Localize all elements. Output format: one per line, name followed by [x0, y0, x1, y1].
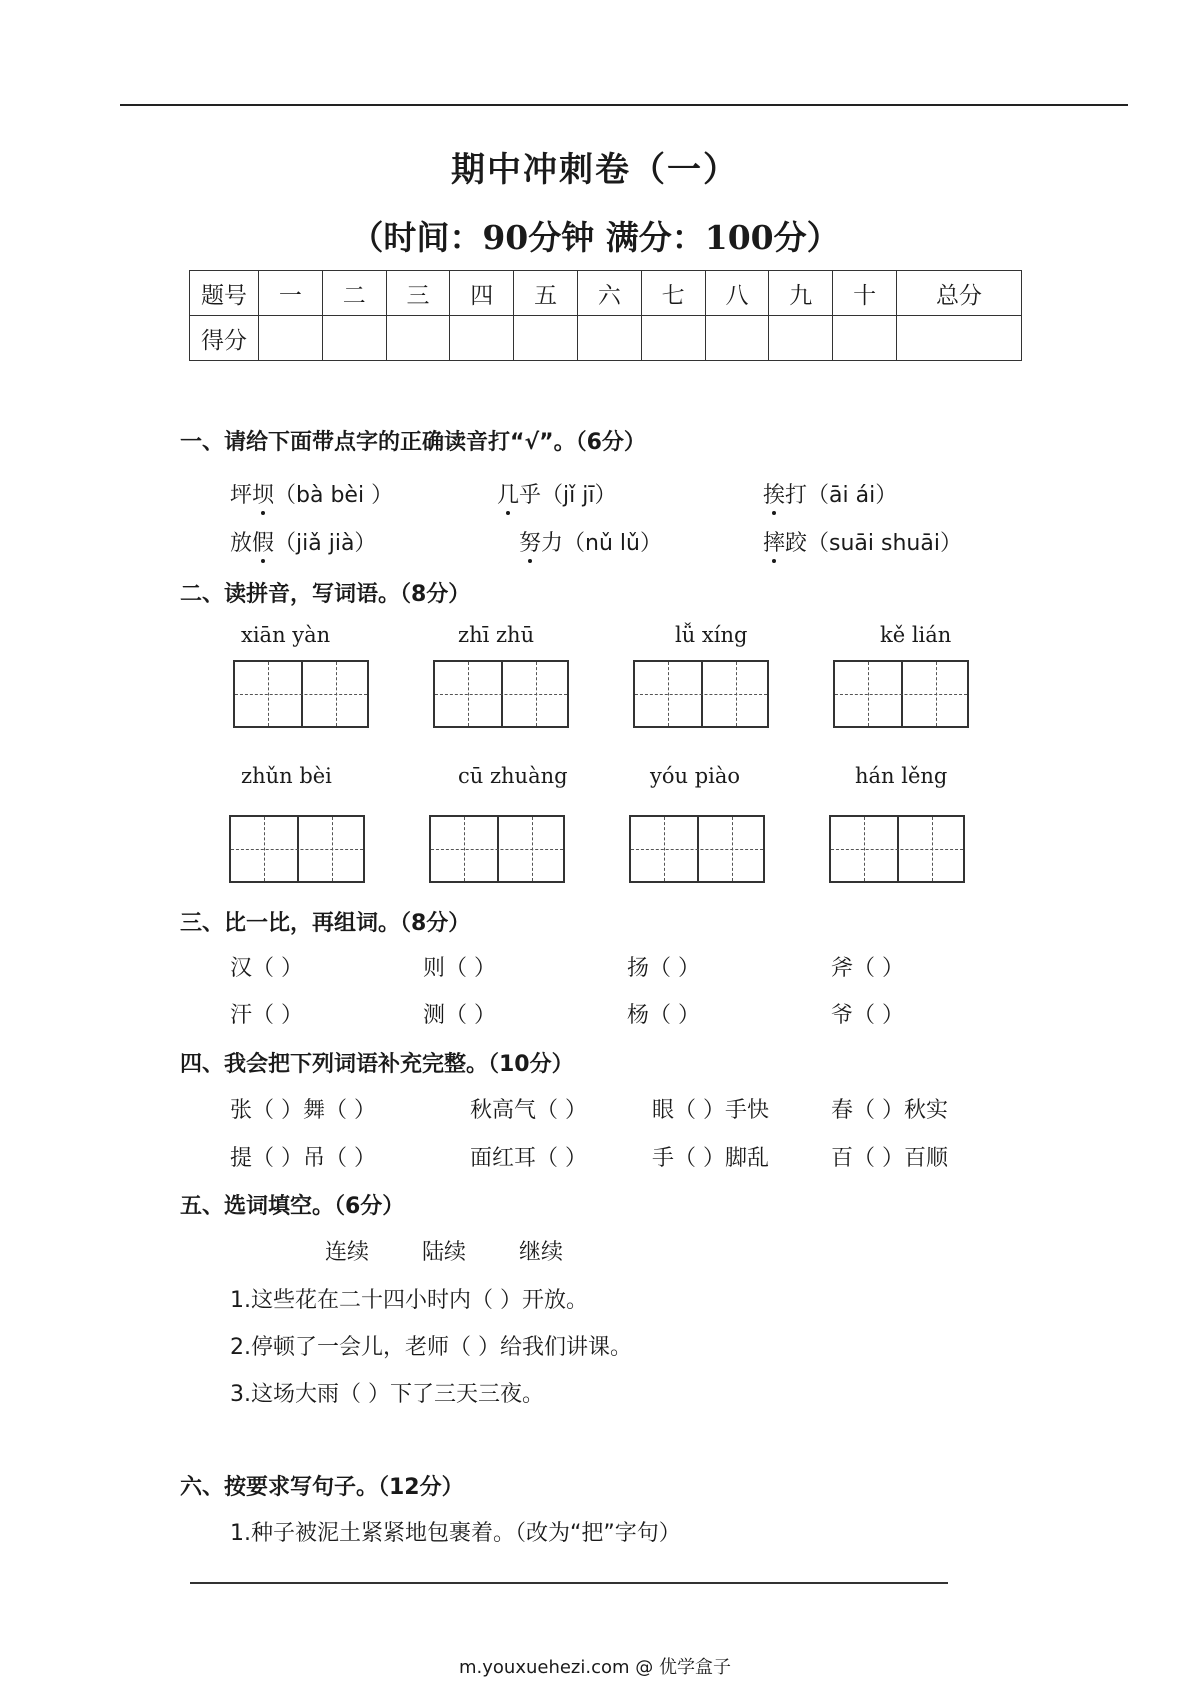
- q1-item-options: （bà bèi ）: [274, 483, 394, 508]
- q3-item[interactable]: 汗（ ）: [230, 1003, 303, 1028]
- q1-item[interactable]: [230, 478, 393, 509]
- q1-item-options: （jǐ jī）: [541, 483, 617, 508]
- score-cell[interactable]: [386, 316, 450, 361]
- score-col: 一: [259, 271, 323, 316]
- writing-grid[interactable]: [433, 660, 569, 728]
- score-cell[interactable]: [577, 316, 641, 361]
- writing-grid[interactable]: [829, 815, 965, 883]
- score-col: 六: [577, 271, 641, 316]
- q1-item-options: （suāi shuāi）: [807, 531, 962, 556]
- q1-item-post: 乎: [519, 483, 542, 508]
- score-cell-total[interactable]: [896, 316, 1021, 361]
- writing-grid[interactable]: [429, 815, 565, 883]
- page-subtitle: （时间：90分钟 满分：100分）: [350, 218, 840, 257]
- q3-heading: 三、比一比，再组词。（8分）: [180, 911, 471, 936]
- q1-item-dotted-char: 几: [497, 478, 519, 509]
- score-col: 二: [322, 271, 386, 316]
- score-table-score-row: [190, 316, 1022, 361]
- q5-sentence[interactable]: 2.停顿了一会儿，老师（ ）给我们讲课。: [230, 1335, 632, 1360]
- q1-item-options: （āi ái）: [807, 483, 898, 508]
- footer-watermark: m.youxuehezi.com @ 优学盒子: [458, 1657, 731, 1678]
- score-table-row-label: 题号: [190, 271, 259, 316]
- score-col: 九: [769, 271, 833, 316]
- score-col: 三: [386, 271, 450, 316]
- score-cell[interactable]: [705, 316, 769, 361]
- q2-pinyin: kě lián: [880, 623, 952, 647]
- q6-sentence: 1.种子被泥土紧紧地包裹着。（改为“把”字句）: [230, 1521, 681, 1546]
- q1-item-post: 跤: [785, 531, 808, 556]
- q2-pinyin: lǚ xíng: [675, 623, 748, 647]
- q3-item[interactable]: 则（ ）: [423, 956, 496, 981]
- score-cell[interactable]: [259, 316, 323, 361]
- score-col: 五: [514, 271, 578, 316]
- score-col: 七: [641, 271, 705, 316]
- writing-grid[interactable]: [629, 815, 765, 883]
- q1-item-dotted-char: 努: [519, 526, 541, 557]
- q1-item-dotted-char: 挨: [763, 478, 785, 509]
- q1-item[interactable]: [230, 526, 376, 557]
- q3-item[interactable]: 测（ ）: [423, 1003, 496, 1028]
- q4-item[interactable]: 提（ ）吊（ ）: [230, 1146, 376, 1171]
- writing-grid[interactable]: [833, 660, 969, 728]
- q1-item-post: 力: [541, 531, 564, 556]
- score-cell[interactable]: [322, 316, 386, 361]
- score-col-total: 总分: [896, 271, 1021, 316]
- writing-grid[interactable]: [633, 660, 769, 728]
- score-col: 八: [705, 271, 769, 316]
- q1-item[interactable]: [763, 478, 897, 509]
- score-table: [189, 270, 1022, 361]
- q2-heading: 二、读拼音，写词语。（8分）: [180, 582, 471, 607]
- q3-item[interactable]: 汉（ ）: [230, 956, 303, 981]
- top-rule: [120, 104, 1128, 106]
- q3-item[interactable]: 扬（ ）: [627, 956, 700, 981]
- q4-item[interactable]: 面红耳（ ）: [470, 1146, 587, 1171]
- q1-item[interactable]: [497, 478, 616, 509]
- q3-item[interactable]: 斧（ ）: [831, 956, 904, 981]
- writing-grid[interactable]: [229, 815, 365, 883]
- score-cell[interactable]: [514, 316, 578, 361]
- q4-item[interactable]: 秋高气（ ）: [470, 1098, 587, 1123]
- q2-pinyin: hán lěng: [855, 764, 948, 788]
- q4-item[interactable]: 眼（ ）手快: [652, 1098, 769, 1123]
- q5-word-option: 连续: [325, 1240, 370, 1265]
- writing-grid[interactable]: [233, 660, 369, 728]
- q5-word-option: 继续: [519, 1240, 564, 1265]
- q2-pinyin: yóu piào: [650, 764, 741, 788]
- q1-item-dotted-char: 摔: [763, 526, 785, 557]
- q4-heading: 四、我会把下列词语补充完整。（10分）: [180, 1052, 574, 1077]
- q4-item[interactable]: 百（ ）百顺: [831, 1146, 948, 1171]
- q1-item-dotted-char: 假: [252, 526, 274, 557]
- score-cell[interactable]: [450, 316, 514, 361]
- q2-pinyin: xiān yàn: [241, 623, 331, 647]
- score-col: 四: [450, 271, 514, 316]
- q1-item[interactable]: [763, 526, 962, 557]
- q4-item[interactable]: 春（ ）秋实: [831, 1098, 948, 1123]
- q5-word-option: 陆续: [422, 1240, 467, 1265]
- score-table-row-label: 得分: [190, 316, 259, 361]
- score-col: 十: [833, 271, 897, 316]
- q2-pinyin: zhǔn bèi: [241, 764, 332, 788]
- q2-pinyin: cū zhuàng: [458, 764, 568, 788]
- q1-item-pre: 坪: [230, 483, 253, 508]
- q4-item[interactable]: 张（ ）舞（ ）: [230, 1098, 376, 1123]
- score-cell[interactable]: [641, 316, 705, 361]
- page-title: 期中冲刺卷（一）: [451, 150, 739, 190]
- q4-item[interactable]: 手（ ）脚乱: [652, 1146, 769, 1171]
- q1-heading: 一、请给下面带点字的正确读音打“√”。（6分）: [180, 430, 646, 455]
- q1-item-options: （nǔ lǔ）: [563, 531, 662, 556]
- q1-item-pre: 放: [230, 531, 253, 556]
- score-table-header-row: [190, 271, 1022, 316]
- q3-item[interactable]: 杨（ ）: [627, 1003, 700, 1028]
- q5-sentence[interactable]: 3.这场大雨（ ）下了三天三夜。: [230, 1382, 544, 1407]
- score-cell[interactable]: [833, 316, 897, 361]
- q1-item[interactable]: [519, 526, 662, 557]
- q1-item-post: 打: [785, 483, 808, 508]
- q3-item[interactable]: 爷（ ）: [831, 1003, 904, 1028]
- q1-item-dotted-char: 坝: [252, 478, 274, 509]
- q6-heading: 六、按要求写句子。（12分）: [180, 1475, 464, 1500]
- score-cell[interactable]: [769, 316, 833, 361]
- answer-line[interactable]: [190, 1582, 948, 1584]
- q5-sentence[interactable]: 1.这些花在二十四小时内（ ）开放。: [230, 1288, 588, 1313]
- q2-pinyin: zhī zhū: [458, 623, 535, 647]
- q5-heading: 五、选词填空。（6分）: [180, 1194, 405, 1219]
- q1-item-options: （jiǎ jià）: [274, 531, 377, 556]
